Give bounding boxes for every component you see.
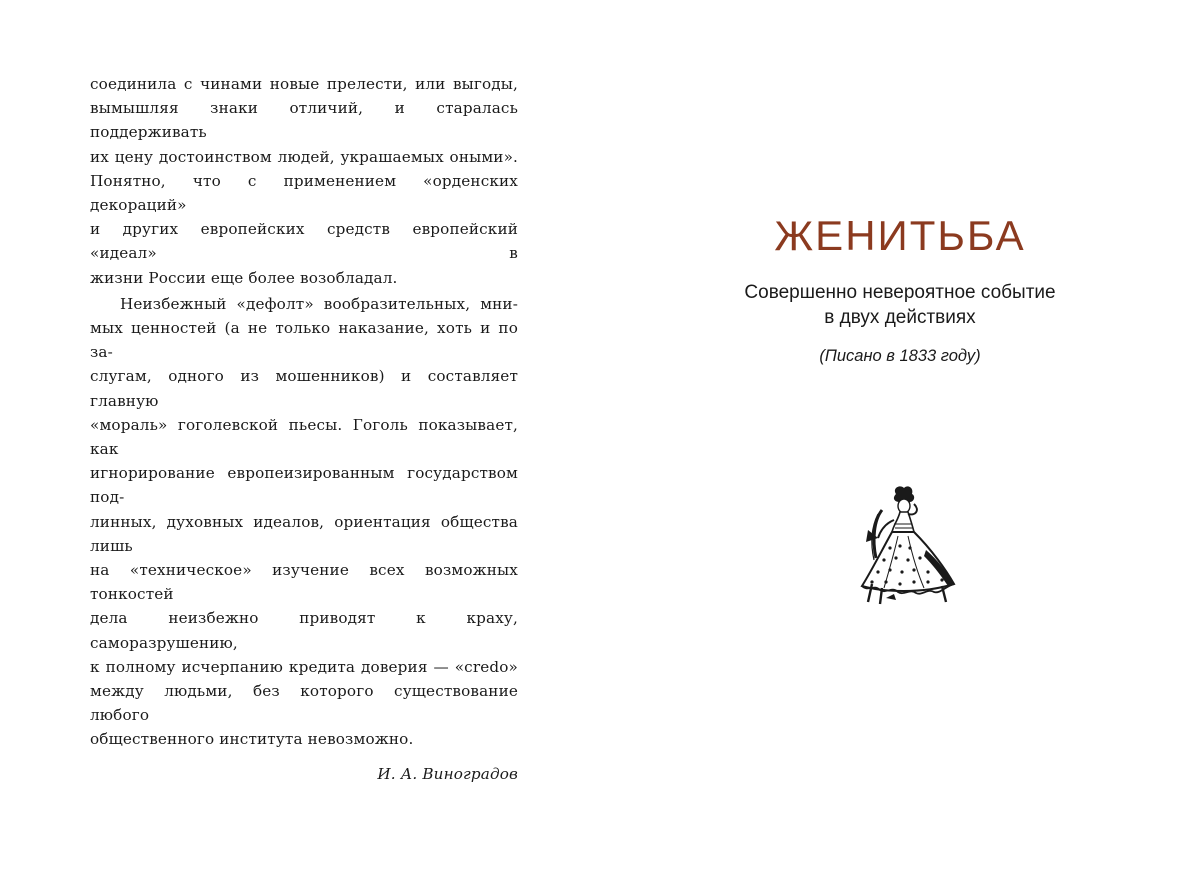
text-line: между людьми, без которого существование любого xyxy=(90,682,518,725)
play-subtitle xyxy=(690,280,1110,330)
text-line: соединила с чинами новые прелести, или выгоды, xyxy=(90,75,518,93)
subtitle-line: в двух действиях xyxy=(824,307,976,328)
text-line: Неизбежный «дефолт» вообразительных, мни- xyxy=(120,294,518,313)
text-line: «мораль» гоголевской пьесы. Гоголь показывает, как xyxy=(90,415,518,459)
paragraph-1 xyxy=(90,72,518,290)
text-line: вымышляя знаки отличий, и старалась поддерживать xyxy=(90,99,518,142)
author-signature: И. А. Виноградов xyxy=(377,764,518,783)
play-title: ЖЕНИТЬБА xyxy=(774,212,1026,259)
text-line: и других европейских средств европейский «идеал» в xyxy=(90,220,518,263)
text-line: слугам, одного из мошенников) и составляет главную xyxy=(90,367,518,410)
text-line: мых ценностей (а не только наказание, хоть и по за- xyxy=(90,319,518,362)
text-line: Понятно, что с применением «орденских декораций» xyxy=(90,171,518,215)
text-line: линных, духовных идеалов, ориентация общества лишь xyxy=(90,512,518,555)
text-line: к полному исчерпанию кредита доверия — «credo» xyxy=(90,657,518,676)
subtitle-line: Совершенно невероятное событие xyxy=(744,282,1056,303)
text-line: жизни России еще более возобладал. xyxy=(90,268,398,287)
writing-date-note: (Писано в 1833 году) xyxy=(819,347,981,365)
text-line: их цену достоинством людей, украшаемых оными». xyxy=(90,147,518,166)
paragraph-2 xyxy=(90,292,518,752)
text-line: на «техническое» изучение всех возможных тонкостей xyxy=(90,561,518,604)
seated-lady-illustration-icon xyxy=(842,480,972,610)
text-line: дела неизбежно приводят к краху, саморазрушению, xyxy=(90,609,518,652)
right-page xyxy=(690,0,1110,877)
text-line: игнорирование европеизированным государством под- xyxy=(90,464,518,507)
left-page xyxy=(90,72,518,786)
text-line: общественного института невозможно. xyxy=(90,730,414,749)
